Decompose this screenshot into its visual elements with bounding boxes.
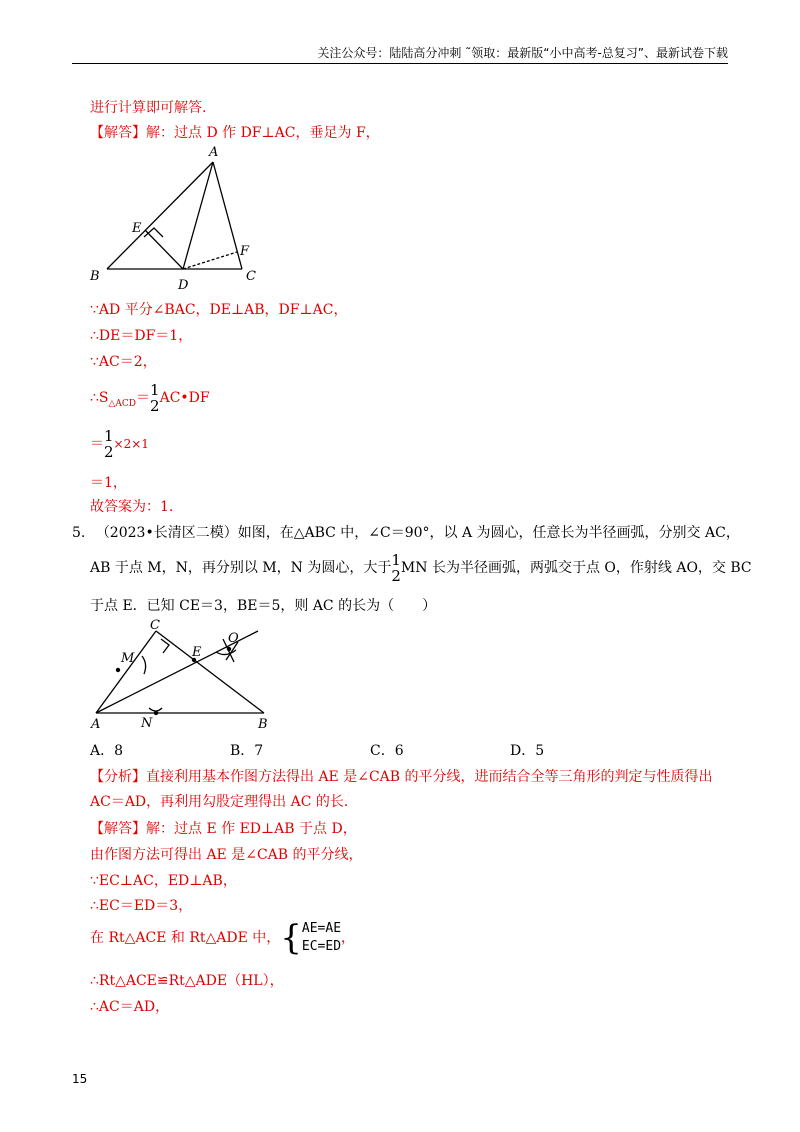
fraction-numerator-3: 1 (391, 551, 401, 569)
fig2-label-n: N (141, 716, 153, 731)
fig2-label-b: B (258, 717, 268, 732)
fig2-label-c: C (150, 618, 160, 633)
sol5-answer-line7: ∴AC＝AD， (90, 999, 170, 1015)
fig2-label-o: O (228, 631, 239, 646)
system-brace: { (280, 918, 302, 958)
choice-b[interactable]: B．7 (230, 743, 264, 759)
sol5-analysis-line2: AC＝AD，再利用勾股定理得出 AC 的长． (90, 794, 358, 810)
sol4-line1: 进行计算即可解答. (90, 100, 207, 116)
fraction-one-half-3 (391, 552, 401, 584)
sol4-equals: ＝ (136, 390, 151, 406)
fraction-numerator: 1 (150, 381, 160, 399)
sol4-line5: ∵AC＝2， (90, 354, 157, 370)
page-number: 15 (72, 1072, 88, 1086)
choice-d[interactable]: D．5 (510, 743, 545, 759)
fraction-one-half (150, 382, 160, 414)
figure-triangle-abc-2 (86, 616, 286, 738)
sol5-analysis-line1: 【分析】直接利用基本作图方法得出 AE 是∠CAB 的平分线，进而结合全等三角形的判定与性质得出 (90, 769, 713, 785)
equation-system (302, 920, 341, 956)
sol5-congruence-intro: 在 Rt△ACE 和 Rt△ADE 中， (90, 930, 281, 946)
fig2-label-m: M (121, 651, 135, 666)
sol5-answer-line5 (90, 920, 355, 956)
sol4-area-prefix: ∴S (90, 390, 109, 406)
fig1-label-c: C (246, 269, 256, 284)
q5-choices (90, 741, 650, 761)
fraction-numerator-2: 1 (104, 427, 114, 445)
sol4-area-subscript: △ACD (108, 398, 137, 409)
equation-2: EC=ED (301, 939, 342, 954)
sol4-line4: ∴DE＝DF＝1， (90, 328, 193, 344)
sol5-answer-line3: ∵EC⊥AC，ED⊥AB， (90, 873, 237, 889)
q5-stem-line2-post: MN 长为半径画弧，两弧交于点 O，作射线 AO，交 BC (400, 560, 752, 576)
header-rule (72, 63, 728, 64)
sol4-line2: 【解答】解：过点 D 作 DF⊥AC，垂足为 F， (90, 125, 380, 141)
fig1-label-d: D (178, 278, 189, 292)
sol4-line9: 故答案为：1. (90, 499, 174, 515)
fig1-label-f: F (240, 244, 250, 259)
fraction-one-half-2 (104, 428, 114, 460)
sol5-answer-line6: ∴Rt△ACE≌Rt△ADE（HL）， (90, 973, 284, 989)
choice-a[interactable]: A．8 (90, 743, 124, 759)
sol5-answer-line2: 由作图方法可得出 AE 是∠CAB 的平分线， (90, 847, 363, 863)
sol4-line7-equals: ＝ (90, 436, 104, 452)
fraction-denominator: 2 (150, 397, 160, 415)
q5-line2 (90, 552, 752, 584)
q5-stem-line2-pre: AB 于点 M，N，再分别以 M，N 为圆心，大于 (90, 560, 392, 576)
page-header: 关注公众号：陆陆高分冲刺 ˜领取：最新版“小中高考-总复习”、最新试卷下载 (317, 46, 728, 60)
fig2-label-e: E (192, 645, 202, 660)
q5-stem-line1: （2023•长清区二模）如图，在△ABC 中，∠C＝90°，以 A 为圆心，任意长为半径画弧，分别交 AC， (95, 525, 740, 541)
fig1-label-a: A (209, 145, 219, 160)
sol4-line3: ∵AD 平分∠BAC，DE⊥AB，DF⊥AC， (90, 302, 348, 318)
sol4-line7 (90, 428, 149, 460)
fraction-denominator-2: 2 (104, 443, 114, 461)
sol5-answer-line1: 【解答】解：过点 E 作 ED⊥AB 于点 D， (90, 821, 357, 837)
sol4-line6 (90, 382, 210, 414)
fig1-label-e: E (132, 221, 142, 236)
q5-line1 (72, 523, 740, 543)
fraction-denominator-3: 2 (391, 567, 401, 585)
q5-number: 5. (72, 525, 86, 541)
choice-c[interactable]: C．6 (370, 743, 404, 759)
equation-1: AE=AE (301, 921, 342, 936)
q5-line3: 于点 E．已知 CE＝3，BE＝5，则 AC 的长为（ ） (90, 598, 437, 614)
fig1-label-b: B (90, 269, 100, 284)
system-comma: ， (341, 930, 356, 946)
sol4-line8: ＝1， (90, 475, 127, 491)
figure-triangle-abc-1 (86, 142, 276, 292)
fig2-label-a: A (91, 717, 101, 732)
sol5-answer-line4: ∴EC＝ED＝3， (90, 898, 193, 914)
sol4-area-formula: AC•DF (159, 390, 210, 406)
sol4-line7-product: ×2×1 (113, 437, 149, 451)
